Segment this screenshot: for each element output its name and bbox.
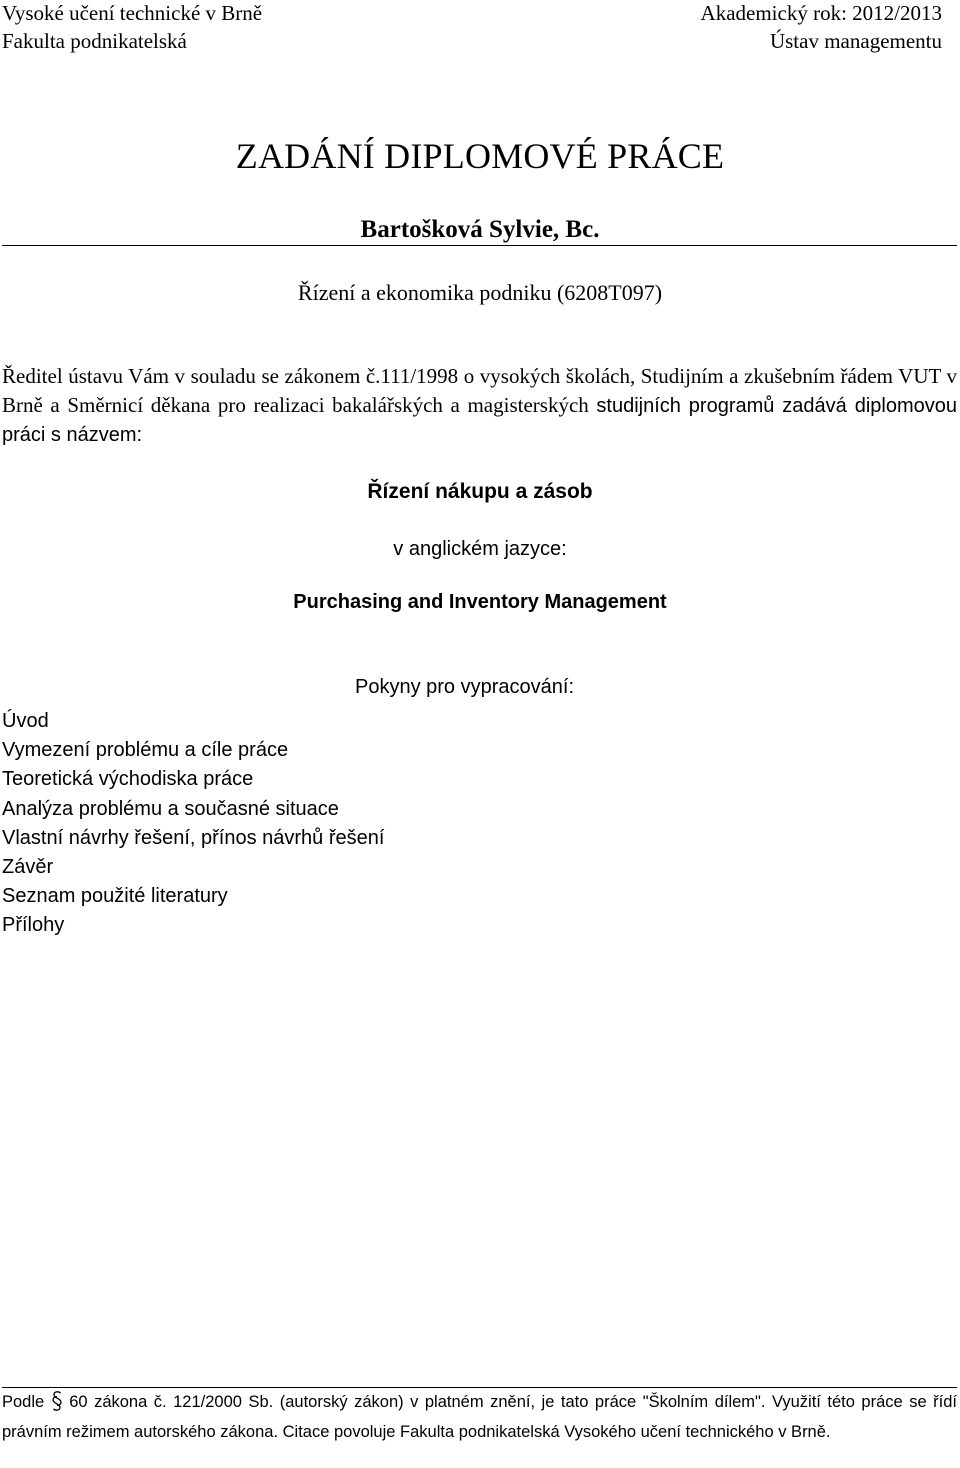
outline-item: Přílohy — [2, 914, 65, 937]
footer-text: 60 zákona č. 121/2000 Sb. (autorský zákon) v platném znění, je tato práce "Školním dílem". Využití této práce se řídí právním režimem autorského zákona. Citace povoluje Fakulta podnikatelská Vysokého učení technického v Brně. — [2, 1393, 957, 1441]
outline-item: Teoretická východiska práce — [2, 768, 254, 791]
outline-item: Vlastní návrhy řešení, přínos návrhů řešení — [2, 826, 385, 849]
intro-text: Ředitel ústavu Vám v souladu se zákonem č.111/1998 o vysokých školách, Studijním a zkušebním řádem VUT v Brně a Směrnicí děkana pro realizaci bakalářských a magisterských — [2, 364, 957, 417]
study-program: Řízení a ekonomika podniku (6208T097) — [297, 280, 663, 305]
outline-item: Závěr — [2, 856, 54, 879]
thesis-outline — [2, 707, 384, 941]
intro-paragraph — [2, 362, 957, 450]
outline-item: Analýza problému a současné situace — [2, 797, 339, 820]
university-name: Vysoké učení technické v Brně — [2, 1, 263, 25]
footer-text-start: Podle — [2, 1393, 45, 1411]
outline-item: Seznam použité literatury — [2, 885, 228, 908]
department-name: Ústav managementu — [769, 29, 942, 53]
outline-item: Vymezení problému a cíle práce — [2, 739, 289, 762]
section-sign-icon — [50, 1390, 64, 1412]
thesis-title-czech: Řízení nákupu a zásob — [367, 480, 593, 503]
english-language-label: v anglickém jazyce: — [393, 538, 567, 560]
copyright-notice — [2, 1388, 957, 1447]
thesis-title-english: Purchasing and Inventory Management — [293, 591, 667, 613]
faculty-name: Fakulta podnikatelská — [2, 29, 187, 53]
outline-item: Úvod — [2, 710, 49, 732]
academic-year: Akademický rok: 2012/2013 — [700, 1, 942, 25]
document-title: ZADÁNÍ DIPLOMOVÉ PRÁCE — [235, 136, 725, 176]
divider-line — [2, 245, 957, 246]
intro-text-continued: studijních programů zadává diplomovou práci s názvem: — [2, 394, 957, 446]
instructions-label: Pokyny pro vypracování: — [355, 676, 574, 698]
student-name: Bartošková Sylvie, Bc. — [360, 216, 600, 243]
